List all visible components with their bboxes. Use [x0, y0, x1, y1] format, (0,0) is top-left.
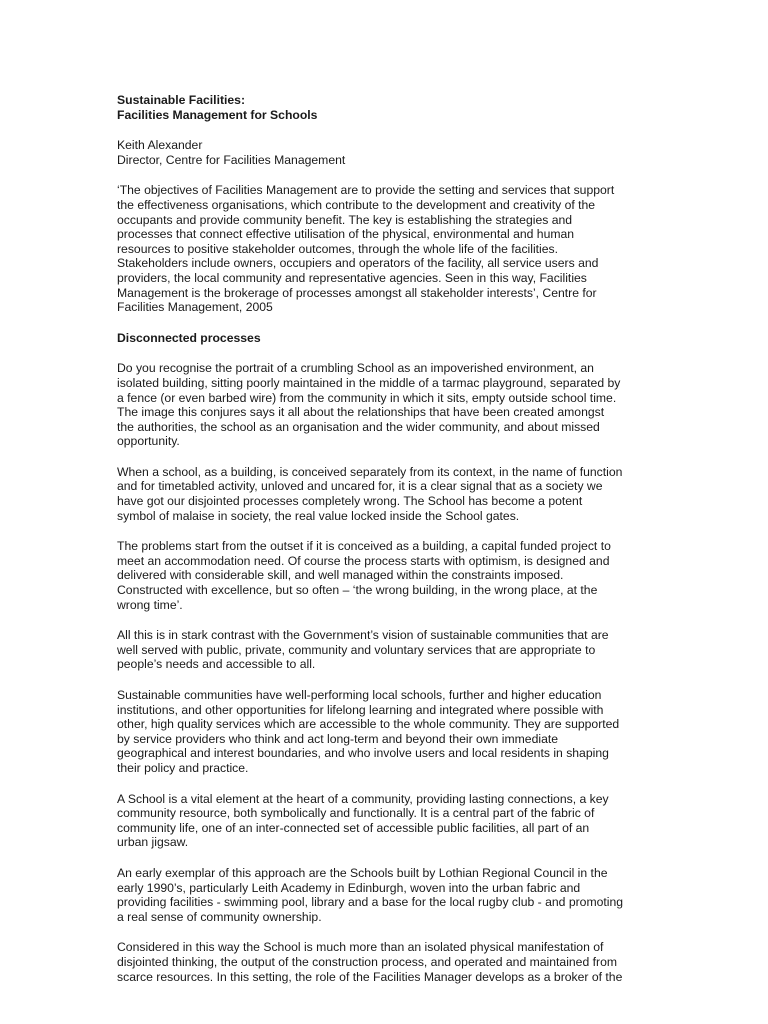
text-line: providers, the local community and representative agencies. Seen in this way, Facilities [117, 270, 587, 285]
text-line: Management is the brokerage of processes amongst all stakeholder interests’, Centre for [117, 285, 597, 300]
text-line: by service providers who think and act long-term and beyond their own immediate [117, 731, 559, 746]
paragraph [117, 361, 662, 449]
paragraph [117, 465, 662, 523]
text-line: well served with public, private, community and voluntary services that are appropriate to [117, 642, 596, 657]
document-body [117, 93, 662, 984]
author-block [117, 138, 662, 167]
author-name: Keith Alexander [117, 138, 203, 153]
text-line: The problems start from the outset if it is conceived as a building, a capital funded project to [117, 539, 611, 554]
text-line: the effectiveness organisations, which contribute to the development and creativity of the [117, 197, 596, 212]
text-line: Do you recognise the portrait of a crumbling School as an impoverished environment, an [117, 361, 594, 376]
text-line: other, high quality services which are accessible to the whole community. They are supported [117, 717, 620, 732]
text-line: delivered with considerable skill, and well managed within the constraints imposed. [117, 568, 564, 583]
text-line: A School is a vital element at the heart of a community, providing lasting connections, a key [117, 791, 609, 806]
paragraph [117, 628, 662, 672]
paragraph [117, 940, 662, 984]
intro-section [117, 183, 662, 314]
text-line: When a school, as a building, is conceived separately from its context, in the name of function [117, 464, 623, 479]
text-line: a fence (or even barbed wire) from the community in which it sits, empty outside school time. [117, 390, 617, 405]
text-line: meet an accommodation need. Of course the process starts with optimism, is designed and [117, 553, 610, 568]
text-line: scarce resources. In this setting, the role of the Facilities Manager develops as a broker of the [117, 969, 623, 984]
text-line: processes that connect effective utilisation of the physical, environmental and human [117, 227, 575, 242]
text-line: Constructed with excellence, but so often – ‘the wrong building, in the wrong place, at the [117, 583, 598, 598]
text-line: Stakeholders include owners, occupiers and operators of the facility, all service users and [117, 256, 599, 271]
text-line: disjointed thinking, the output of the construction process, and operated and maintained from [117, 954, 618, 969]
section-heading: Disconnected processes [117, 330, 261, 345]
text-line: An early exemplar of this approach are the Schools built by Lothian Regional Council in the [117, 865, 608, 880]
text-line: Facilities Management, 2005 [117, 300, 273, 315]
document-title-line-1: Sustainable Facilities: [117, 93, 246, 107]
text-line: All this is in stark contrast with the Government’s vision of sustainable communities that are [117, 628, 609, 643]
text-line: isolated building, sitting poorly maintained in the middle of a tarmac playground, separated by [117, 375, 621, 390]
section-body [117, 361, 662, 984]
text-line: and for timetabled activity, unloved and uncared for, it is a clear signal that as a society we [117, 479, 603, 494]
paragraph [117, 688, 662, 776]
text-line: wrong time’. [117, 597, 183, 612]
text-line: community life, one of an inter-connected set of accessible public facilities, all part of an [117, 820, 590, 835]
paragraph [117, 539, 662, 612]
paragraph [117, 866, 662, 924]
text-line: opportunity. [117, 434, 180, 449]
paragraph [117, 792, 662, 850]
text-line: a real sense of community ownership. [117, 909, 322, 924]
text-line: resources to positive stakeholder outcomes, through the whole life of the facilities. [117, 241, 559, 256]
author-role: Director, Centre for Facilities Management [117, 152, 346, 167]
text-line: their policy and practice. [117, 760, 249, 775]
text-line: institutions, and other opportunities for lifelong learning and integrated where possible with [117, 702, 604, 717]
text-line: geographical and interest boundaries, and who involve users and local residents in shaping [117, 746, 609, 761]
text-line: early 1990’s, particularly Leith Academy in Edinburgh, woven into the urban fabric and [117, 880, 581, 895]
text-line: occupants and provide community benefit. The key is establishing the strategies and [117, 212, 573, 227]
text-line: people’s needs and accessible to all. [117, 657, 316, 672]
text-line: The image this conjures says it all about the relationships that have been created amongst [117, 405, 605, 420]
text-line: community resource, both symbolically and functionally. It is a central part of the fabric of [117, 806, 595, 821]
text-line: have got our disjointed processes completely wrong. The School has become a potent [117, 494, 583, 509]
text-line: the authorities, the school as an organisation and the wider community, and about missed [117, 419, 600, 434]
text-line: Sustainable communities have well-performing local schools, further and higher education [117, 688, 602, 702]
paragraph [117, 183, 662, 314]
text-line: providing facilities - swimming pool, library and a base for the local rugby club - and promoting [117, 895, 624, 910]
text-line: Considered in this way the School is much more than an isolated physical manifestation of [117, 940, 604, 955]
document-title-line-2: Facilities Management for Schools [117, 107, 318, 122]
text-line: ‘The objectives of Facilities Management are to provide the setting and services that support [117, 183, 615, 198]
text-line: urban jigsaw. [117, 835, 189, 850]
text-line: symbol of malaise in society, the real value locked inside the School gates. [117, 508, 520, 523]
